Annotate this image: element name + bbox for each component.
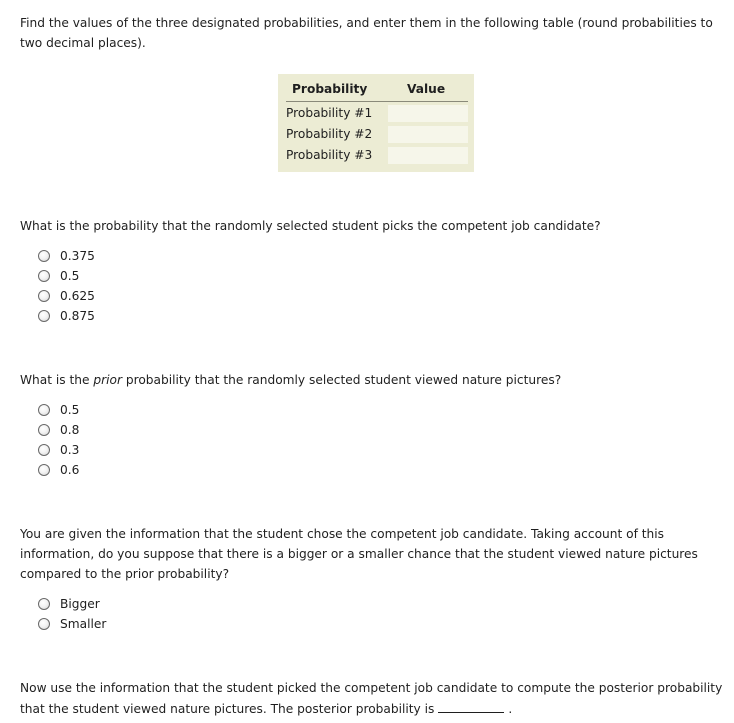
question-posterior-probability <box>20 678 730 719</box>
q3-option-label: Bigger <box>60 597 100 611</box>
q2-text-after: probability that the randomly selected student viewed nature pictures? <box>122 373 562 387</box>
row-label-probability-3: Probability #3 <box>286 148 373 162</box>
q2-option-label: 0.8 <box>60 423 80 437</box>
value-input-probability-3[interactable] <box>388 147 468 164</box>
radio-button[interactable] <box>38 598 50 610</box>
value-input-probability-1[interactable] <box>388 105 468 122</box>
q4-end: . <box>508 702 513 716</box>
header-probability: Probability <box>292 82 368 96</box>
header-value: Value <box>407 82 446 96</box>
header-divider <box>286 101 468 102</box>
question-competent-candidate: What is the probability that the randomly selected student picks the competent job candidate? <box>20 219 601 233</box>
q1-option[interactable] <box>38 306 95 326</box>
radio-button[interactable] <box>38 250 50 262</box>
q1-option-label: 0.375 <box>60 249 95 263</box>
q1-option-label: 0.625 <box>60 289 95 303</box>
q2-option-label: 0.5 <box>60 403 80 417</box>
question-bigger-or-smaller: You are given the information that the student chose the competent job candidate. Taking account of this information, do you suppose that there is a bigger or a smaller chance that the student viewed nature pictures compared to the prior probability? <box>20 527 698 581</box>
q2-option[interactable] <box>38 420 79 440</box>
radio-button[interactable] <box>38 270 50 282</box>
q1-option[interactable] <box>38 266 79 286</box>
q1-option[interactable] <box>38 246 95 266</box>
q2-option-label: 0.3 <box>60 443 80 457</box>
intro-text: Find the values of the three designated probabilities, and enter them in the following table (round probabilities to two decimal places). <box>20 16 713 50</box>
radio-button[interactable] <box>38 424 50 436</box>
q1-option[interactable] <box>38 286 95 306</box>
q2-option[interactable] <box>38 440 79 460</box>
row-label-probability-2: Probability #2 <box>286 127 373 141</box>
radio-button[interactable] <box>38 444 50 456</box>
q3-option-label: Smaller <box>60 617 107 631</box>
q3-option[interactable] <box>38 614 106 634</box>
q1-option-label: 0.875 <box>60 309 95 323</box>
q2-text-before: What is the <box>20 373 94 387</box>
value-input-probability-2[interactable] <box>388 126 468 143</box>
probability-table <box>278 74 474 172</box>
radio-button[interactable] <box>38 404 50 416</box>
question-prior-probability <box>20 370 561 390</box>
radio-button[interactable] <box>38 310 50 322</box>
q2-option[interactable] <box>38 460 79 480</box>
posterior-answer-blank[interactable] <box>438 698 504 713</box>
q2-option-label: 0.6 <box>60 463 80 477</box>
q3-option[interactable] <box>38 594 100 614</box>
row-label-probability-1: Probability #1 <box>286 106 373 120</box>
radio-button[interactable] <box>38 618 50 630</box>
radio-button[interactable] <box>38 464 50 476</box>
radio-button[interactable] <box>38 290 50 302</box>
q2-text-emphasis: prior <box>93 373 122 387</box>
q1-option-label: 0.5 <box>60 269 80 283</box>
q4-text: Now use the information that the student picked the competent job candidate to compute the posterior probability that the student viewed nature pictures. The posterior probability is <box>20 681 723 716</box>
q2-option[interactable] <box>38 400 79 420</box>
